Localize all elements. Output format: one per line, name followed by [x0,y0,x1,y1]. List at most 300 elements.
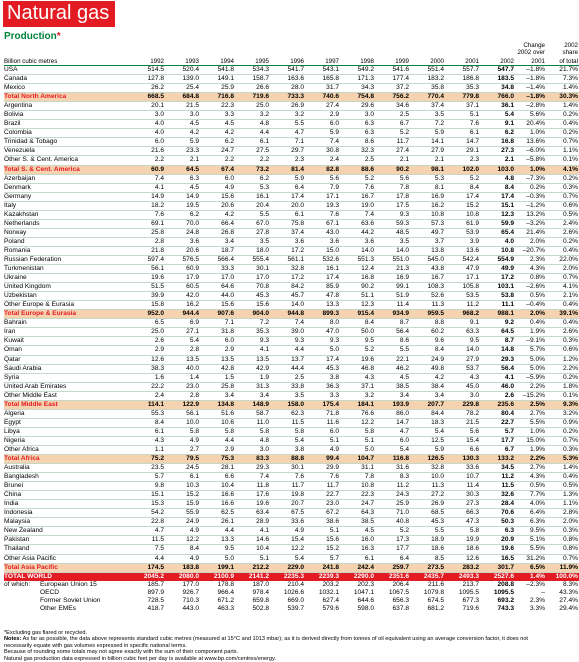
row-label: Oman [4,346,130,355]
value-cell: 677.3 [462,596,479,604]
value-cell: 158.0 [270,400,305,409]
value-cell: 551.0 [375,255,410,264]
change-cell: 5.5% [515,418,546,427]
row-label: Kuwait [4,337,130,346]
value-cell: 21.8 [130,246,165,255]
value-cell: 5.8 [165,427,200,436]
value-cell: 959.5 [410,310,445,319]
value-cell: 90.2 [375,165,410,174]
table-row [4,75,579,84]
value-cell: 22.7 [480,418,515,427]
value-cell: 45.3 [410,518,445,527]
value-cell: 14.0 [375,246,410,255]
value-cell: 3.9 [445,237,480,246]
value-cell: 2.8 [165,391,200,400]
value-cell: 20.4 [235,201,270,210]
value-cell: 6.6 [445,445,480,454]
value-cell: 43.0 [305,228,340,237]
value-cell: 63.6 [340,219,375,228]
value-cell: 5.9 [270,174,305,183]
value-cell: 2.3 [445,156,480,165]
value-cell: 11.5 [270,418,305,427]
value-cell: 598.0 [357,604,374,612]
table-row [4,409,579,418]
change-cell: –7.3% [515,174,546,183]
value-cell: 19.6 [340,355,375,364]
value-cell: 6.1 [270,210,305,219]
value-cell: 8.4 [445,183,480,192]
table-row [4,111,579,120]
share-cell: 21.7% [546,66,579,75]
value-cell: 66.4 [200,219,235,228]
value-cell: 12.2 [340,418,375,427]
change-cell: –2.3% [526,580,545,588]
value-cell: 8.7 [375,319,410,328]
value-cell: 6.2 [165,210,200,219]
value-cell: 7.1 [200,319,235,328]
value-cell: 5.2 [445,174,480,183]
value-cell: 210.4 [287,580,304,588]
value-cell: 418.7 [147,604,164,612]
value-cell: 6.0 [200,174,235,183]
change-cell: 2.0% [515,237,546,246]
table-row [4,66,579,75]
change-cell: 0.5% [515,482,546,491]
value-cell: 48.5 [375,228,410,237]
production-table [4,42,579,613]
change-cell: 2.2% [515,455,546,464]
value-cell: 42.0 [165,292,200,301]
change-cell: –1.2% [515,201,546,210]
share-header-mid: share [562,49,578,56]
value-cell: 23.5 [130,464,165,473]
share-cell: 0.6% [546,346,579,355]
value-cell: 5.0 [200,554,235,563]
value-cell: 8.7 [480,337,515,346]
value-cell: 16.1 [305,265,340,274]
value-cell: 2.7 [165,445,200,454]
value-cell: 6.2 [200,138,235,147]
value-cell: 668.5 [130,93,165,102]
value-cell: 2045.2 [130,572,165,581]
value-cell: 9.3 [375,210,410,219]
value-cell: 16.9 [410,192,445,201]
value-cell: 3.5 [375,237,410,246]
value-cell: 907.6 [200,310,235,319]
value-cell: 554.9 [480,255,515,264]
row-label: USA [4,66,130,75]
value-cell: 206.4 [392,580,409,588]
table-row [4,554,579,563]
value-cell: 13.5 [200,355,235,364]
value-cell: 7.4 [235,473,270,482]
value-cell: 70.0 [165,219,200,228]
value-cell: 32.8 [270,265,305,274]
table-row [4,355,579,364]
row-label: Norway [4,228,130,237]
value-cell: 8.4 [340,319,375,328]
value-cell: 543.1 [305,66,340,75]
share-cell: 22.0% [546,255,579,264]
value-cell: 40.0 [165,364,200,373]
share-cell: 0.4% [546,301,579,310]
share-cell: 2.0% [546,518,579,527]
value-cell: 14.8 [480,346,515,355]
value-cell: 4.9 [165,554,200,563]
value-cell: 561.1 [270,255,305,264]
value-cell: 551.3 [340,255,375,264]
value-cell: 81.4 [270,165,305,174]
value-cell: 15.2 [165,491,200,500]
value-cell: 2.5 [340,156,375,165]
value-cell: 7.6 [305,473,340,482]
value-cell: 47.8 [305,292,340,301]
value-cell: 32.8 [410,464,445,473]
table-row [4,391,579,400]
value-cell: 4.5 [375,373,410,382]
value-cell: 79.5 [165,455,200,464]
value-cell: 98.1 [410,165,445,174]
value-cell: 60.9 [165,265,200,274]
value-cell: 11.2 [375,482,410,491]
year-header: 2001 [445,56,480,66]
change-cell: –15.2% [515,391,546,400]
value-cell: 547.7 [480,66,515,75]
value-cell: 6.2 [480,129,515,138]
value-cell: 4.1 [480,373,515,382]
value-cell: 576.5 [165,255,200,264]
change-cell: 2.7% [515,464,546,473]
value-cell: 42.8 [200,364,235,373]
value-cell: 21.5 [165,102,200,111]
value-cell: 637.8 [392,604,409,612]
value-cell: 5.1 [305,436,340,445]
value-cell: 103.1 [480,283,515,292]
table-total-row [4,400,579,409]
value-cell: 165.8 [305,75,340,84]
value-cell: 29.3 [480,355,515,364]
value-cell: 22.7 [305,491,340,500]
change-cell: –0.3% [515,192,546,201]
change-cell: 1.0% [515,165,546,174]
value-cell: 62.5 [200,509,235,518]
change-cell: 9.5% [515,527,546,536]
value-cell: 26.9 [270,102,305,111]
value-cell: 6.7 [480,445,515,454]
row-label: Kazakhstan [4,210,130,219]
value-cell: 28.4 [480,500,515,509]
value-cell: 644.6 [357,596,374,604]
value-cell: 11.5 [130,536,165,545]
value-cell: 4.2 [200,210,235,219]
section-asterisk: * [56,31,61,42]
table-total-row [4,93,579,102]
share-cell: 0.4% [546,120,579,129]
value-cell: 37.1 [340,382,375,391]
value-cell: 28.0 [270,84,305,93]
value-cell: 5.2 [375,129,410,138]
share-cell: 43.3% [559,588,578,596]
table-row [4,246,579,255]
value-cell: 27.2 [410,491,445,500]
value-cell: 29.1 [445,147,480,156]
value-cell: 203.2 [322,580,339,588]
value-cell: 25.8 [130,228,165,237]
change-cell: 31.2% [515,554,546,563]
value-cell: 2527.6 [480,572,515,581]
table-total-row [4,563,579,572]
value-cell: 1.4 [165,373,200,382]
share-cell: 1.1% [546,500,579,509]
change-cell: –2.6% [515,283,546,292]
value-cell: 3.0 [445,391,480,400]
value-cell: 35.3 [235,328,270,337]
value-cell: 34.8 [480,84,515,93]
value-cell: 13.6 [445,246,480,255]
table-row [4,102,579,111]
value-cell: 19.5 [165,201,200,210]
value-cell: 19.6 [235,500,270,509]
value-cell: 4.9 [200,183,235,192]
value-cell: 5.3 [410,174,445,183]
value-cell: 193.9 [375,400,410,409]
value-cell: 64.5 [480,328,515,337]
value-cell: 39.9 [130,292,165,301]
value-cell: 4.7 [375,427,410,436]
value-cell: 17.2 [480,274,515,283]
value-cell: 17.1 [305,192,340,201]
value-cell: 30.1 [270,464,305,473]
change-cell: 7.7% [515,491,546,500]
value-cell: 541.8 [200,66,235,75]
share-header-top: 2002 [564,42,578,49]
value-cell: 693.2 [497,596,514,604]
row-label: Bangladesh [4,473,130,482]
value-cell: 3.6 [165,237,200,246]
value-cell: 4.5 [165,183,200,192]
share-cell: 2.1% [546,292,579,301]
table-row [4,201,579,210]
value-cell: 17.4 [445,192,480,201]
value-cell: 5.9 [165,138,200,147]
section-title [4,31,61,42]
value-cell: 28.9 [235,518,270,527]
row-label [4,589,130,597]
value-cell: 15.0 [305,246,340,255]
value-cell: 104.7 [340,455,375,464]
value-cell: 6.0 [305,427,340,436]
value-cell: 45.3 [305,364,340,373]
share-cell: 30.3% [546,93,579,102]
value-cell: 85.9 [305,283,340,292]
table-row [4,265,579,274]
value-cell: 37.2 [375,84,410,93]
value-cell: 73.2 [235,165,270,174]
value-cell: 7.4 [130,174,165,183]
row-label: United Arab Emirates [4,382,130,391]
row-label: Other Europe & Eurasia [4,301,130,310]
value-cell: 671.2 [217,596,234,604]
value-cell: 47.3 [445,518,480,527]
change-cell: 21.4% [515,228,546,237]
change-cell: 4.0% [515,500,546,509]
value-cell: 21.6 [130,147,165,156]
row-label: Nigeria [4,436,130,445]
value-cell: 52.6 [410,292,445,301]
value-cell: 29.9 [305,464,340,473]
change-cell: – [541,588,545,596]
share-cell: 0.8% [546,545,579,554]
value-cell: 229.8 [445,400,480,409]
value-cell: 27.9 [445,355,480,364]
value-cell: 5.5 [375,346,410,355]
share-cell: 1.8% [546,382,579,391]
table-row [4,319,579,328]
value-cell: 6.9 [165,319,200,328]
value-cell: 26.9 [410,500,445,509]
value-cell: 15.2 [305,545,340,554]
value-cell: 10.8 [340,482,375,491]
value-cell: 4.4 [200,436,235,445]
value-cell: 5.4 [270,554,305,563]
value-cell: 17.7 [375,545,410,554]
value-cell: 88.8 [270,455,305,464]
value-cell: 1067.5 [388,588,409,596]
value-cell: 6.1 [165,473,200,482]
value-cell: 6.3 [165,174,200,183]
value-cell: 44.4 [270,364,305,373]
value-cell: 2.5 [375,111,410,120]
share-cell: 0.3% [546,337,579,346]
value-cell: 627.4 [322,596,339,604]
change-cell: 6.4% [515,509,546,518]
value-cell: 24.3 [375,491,410,500]
value-cell: 50.3 [480,518,515,527]
change-cell: 2.0% [515,310,546,319]
row-label: Total Asia Pacific [4,563,130,572]
row-label: Iran [4,328,130,337]
value-cell: 11.4 [375,301,410,310]
value-cell: 27.3 [480,147,515,156]
value-cell: 8.3 [375,473,410,482]
value-cell: 3.0 [340,111,375,120]
share-cell: 0.7% [546,436,579,445]
value-cell: 7.6 [270,473,305,482]
value-cell: 9.5 [445,337,480,346]
value-cell: 208.8 [497,580,514,588]
value-cell: 9.3 [270,337,305,346]
value-cell: 17.1 [445,274,480,283]
table-row [4,364,579,373]
value-cell: 36.1 [480,102,515,111]
value-cell: 158.7 [235,75,270,84]
value-cell: 9.5 [340,337,375,346]
table-row [4,328,579,337]
value-cell: 4.3 [340,373,375,382]
value-cell: 7.6 [130,210,165,219]
row-label: Turkmenistan [4,265,130,274]
value-cell: 49.7 [410,228,445,237]
row-label: Libya [4,427,130,436]
table-row [4,147,579,156]
value-cell: 25.0 [130,328,165,337]
value-cell: 12.2 [270,545,305,554]
value-cell: 14.9 [165,192,200,201]
change-cell: 20.4% [515,120,546,129]
value-cell: 212.2 [235,563,270,572]
share-cell: 8.3% [562,580,578,588]
value-cell: 4.7 [270,129,305,138]
value-cell: 24.9 [410,355,445,364]
value-cell: 15.6 [235,301,270,310]
value-cell: 3.4 [410,391,445,400]
value-cell: 9.8 [130,482,165,491]
footnote-notes [4,636,554,649]
row-label: Venezuela [4,147,130,156]
value-cell: 6.7 [375,120,410,129]
value-cell: 5.0 [305,346,340,355]
value-cell: 15.6 [305,536,340,545]
value-cell: 69.1 [130,219,165,228]
value-cell: 549.2 [340,66,375,75]
share-cell: 27.4% [559,596,578,604]
value-cell: 779.8 [445,93,480,102]
value-cell: 3.4 [200,237,235,246]
table-row [4,84,579,93]
value-cell: 60.2 [410,328,445,337]
value-cell: 33.6 [445,464,480,473]
year-header: 1994 [200,56,235,66]
change-cell: 0.5% [515,292,546,301]
value-cell: 64.6 [200,283,235,292]
value-cell: 10.0 [410,473,445,482]
unit-label: Billion cubic metres [4,56,130,66]
value-cell: 5.1 [305,527,340,536]
change-cell: 2.3% [529,596,545,604]
value-cell: 19.6 [480,545,515,554]
value-cell: 38.6 [305,518,340,527]
footnote-excluding: *Excluding gas flared or recycled. [4,630,88,636]
value-cell: 7.9 [305,183,340,192]
value-cell: 15.4 [270,536,305,545]
value-cell: 4.0 [480,237,515,246]
share-cell: 1.2% [546,355,579,364]
value-cell: 3.3 [305,391,340,400]
value-cell: 728.5 [147,596,164,604]
value-cell: 58.7 [235,409,270,418]
share-cell: 0.2% [546,373,579,382]
value-cell: 67.2 [305,509,340,518]
change-cell: 3.3% [529,604,545,612]
value-cell: 20.7 [270,500,305,509]
value-cell: 82.8 [305,165,340,174]
share-cell: 1.4% [546,464,579,473]
value-cell: 30.8 [305,147,340,156]
value-cell: 241.8 [305,563,340,572]
table-subgroup-row [4,589,579,597]
value-cell: 67.0 [235,219,270,228]
value-cell: 897.9 [147,588,164,596]
value-cell: 1.1 [130,445,165,454]
table-row [4,120,579,129]
value-cell: 926.7 [182,588,199,596]
value-cell: 56.4 [375,328,410,337]
value-cell: 16.6 [200,491,235,500]
value-cell: 19.9 [445,536,480,545]
value-cell: 16.7 [340,192,375,201]
value-cell: 30.3 [445,491,480,500]
value-cell: 719.6 [462,604,479,612]
